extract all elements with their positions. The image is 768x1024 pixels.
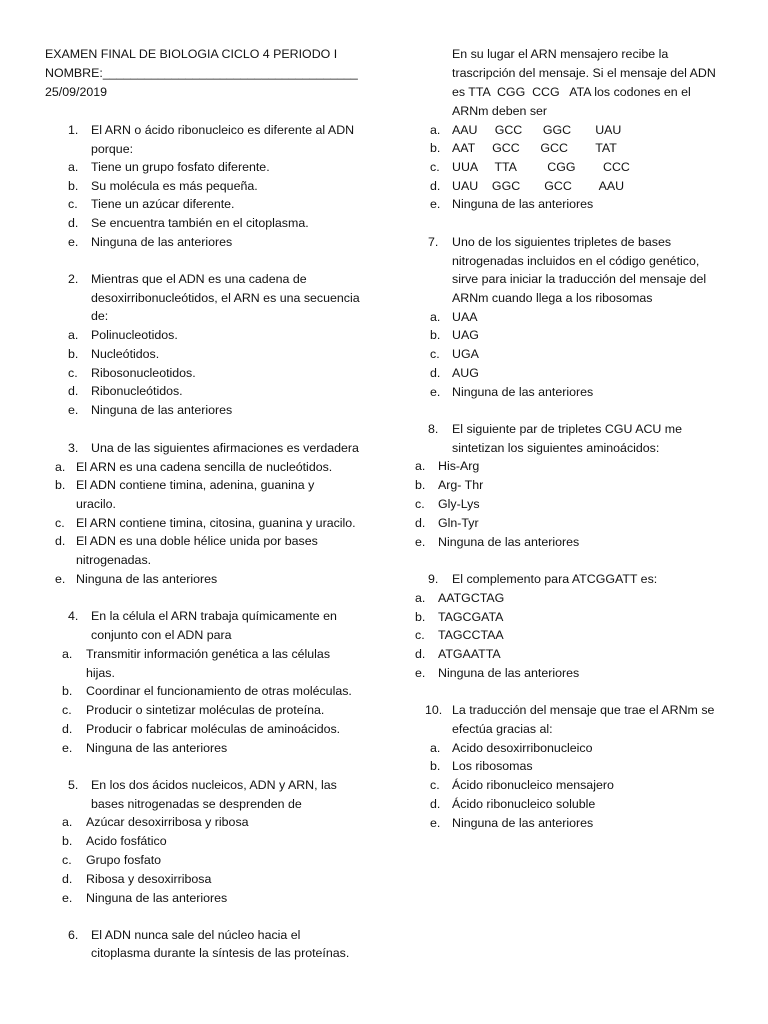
option-letter: d. <box>68 216 79 230</box>
option-letter: b. <box>415 610 426 624</box>
exam-date: 25/09/2019 <box>45 85 108 99</box>
option-letter: c. <box>430 347 440 361</box>
question-stem-line: nitrogenadas incluidos en el código genético, <box>452 253 700 268</box>
option-text: Los ribosomas <box>452 759 533 773</box>
option-text: Su molécula es más pequeña. <box>91 179 258 193</box>
question-number: 7. <box>428 235 439 249</box>
question-stem-line: El siguiente par de tripletes CGU ACU me <box>452 422 683 436</box>
option-text: Ribosonucleotidos. <box>91 366 196 380</box>
option-text: Ninguna de las anteriores <box>91 403 233 417</box>
option-text: Polinucleotidos. <box>91 328 178 342</box>
option-letter: c. <box>68 366 78 380</box>
option-letter: a. <box>62 815 73 829</box>
option-letter: e. <box>430 385 441 399</box>
option-text: UGA <box>452 347 479 361</box>
option-letter: a. <box>68 160 79 174</box>
exam-title: EXAMEN FINAL DE BIOLOGIA CICLO 4 PERIODO I <box>45 47 338 61</box>
question-stem-line: de: <box>91 309 109 324</box>
question-number: 8. <box>428 422 439 436</box>
option-text: TAGCGATA <box>438 610 504 624</box>
option-letter: a. <box>62 647 73 661</box>
question-stem-line: Una de las siguientes afirmaciones es verdadera <box>91 441 359 455</box>
option-letter: e. <box>430 816 441 830</box>
option-text: Ninguna de las anteriores <box>86 741 228 755</box>
option-letter: a. <box>68 328 79 342</box>
option-letter: b. <box>62 834 73 848</box>
option-letter: a. <box>55 460 66 474</box>
option-text: Ninguna de las anteriores <box>452 197 594 211</box>
option-text: Acido desoxirribonucleico <box>452 741 593 755</box>
option-text: hijas. <box>86 665 115 680</box>
option-text: Ninguna de las anteriores <box>76 572 218 586</box>
option-letter: d. <box>430 366 441 380</box>
option-letter: e. <box>430 197 441 211</box>
question-stem-line: ARNm deben ser <box>452 104 548 118</box>
option-text: Gly-Lys <box>438 497 480 511</box>
option-text: Ninguna de las anteriores <box>438 666 580 680</box>
option-letter: a. <box>430 741 441 755</box>
option-text: UAA <box>452 310 478 324</box>
question-number: 4. <box>68 609 79 623</box>
option-letter: b. <box>430 141 441 155</box>
option-text: UAG <box>452 328 479 342</box>
question-stem-line: ARNm cuando llega a los ribosomas <box>452 291 653 306</box>
question-stem-line: trascripción del mensaje. Si el mensaje del ADN <box>452 66 716 80</box>
option-letter: b. <box>430 759 441 773</box>
option-text: Se encuentra también en el citoplasma. <box>91 216 309 230</box>
question-stem-line: es TTA CGG CCG ATA los codones en el <box>452 85 691 99</box>
question-number: 9. <box>428 572 439 586</box>
option-text: Nucleótidos. <box>91 347 160 361</box>
option-letter: d. <box>55 534 66 548</box>
question-stem-line: efectúa gracias al: <box>452 721 553 736</box>
option-text: Ácido ribonucleico soluble <box>452 797 596 811</box>
option-text: Grupo fosfato <box>86 853 162 867</box>
option-text: Coordinar el funcionamiento de otras moléculas. <box>86 684 352 698</box>
question-stem-line: sintetizan los siguientes aminoácidos: <box>452 440 660 455</box>
option-text: Ninguna de las anteriores <box>86 891 228 905</box>
option-text: Ribosa y desoxirribosa <box>86 872 212 886</box>
option-letter: c. <box>62 853 72 867</box>
option-letter: d. <box>430 179 441 193</box>
option-text: El ARN contiene timina, citosina, guanina y uracilo. <box>76 516 356 530</box>
option-letter: d. <box>62 722 73 736</box>
question-stem-line: La traducción del mensaje que trae el ARNm se <box>452 703 715 717</box>
option-letter: a. <box>430 310 441 324</box>
option-letter: e. <box>415 666 426 680</box>
option-letter: c. <box>68 197 78 211</box>
option-letter: d. <box>415 647 426 661</box>
option-letter: b. <box>55 478 66 492</box>
option-text: uracilo. <box>76 496 116 511</box>
option-letter: b. <box>62 684 73 698</box>
option-text: Producir o sintetizar moléculas de proteína. <box>86 703 325 717</box>
option-letter: e. <box>62 741 73 755</box>
question-number: 5. <box>68 778 79 792</box>
option-letter: b. <box>68 347 79 361</box>
option-text: Transmitir información genética a las células <box>86 647 331 661</box>
option-letter: d. <box>62 872 73 886</box>
option-text: Ácido ribonucleico mensajero <box>452 778 614 792</box>
option-text: UAU GGC GCC AAU <box>452 179 625 193</box>
option-letter: c. <box>415 628 425 642</box>
option-letter: d. <box>68 384 79 398</box>
option-letter: d. <box>430 797 441 811</box>
option-letter: c. <box>55 516 65 530</box>
option-letter: e. <box>62 891 73 905</box>
question-stem-line: En los dos ácidos nucleicos, ADN y ARN, las <box>91 778 337 792</box>
option-text: AAU GCC GGC UAU <box>452 123 622 137</box>
question-number: 10. <box>425 703 443 717</box>
option-text: Producir o fabricar moléculas de aminoácidos. <box>86 722 341 736</box>
option-letter: c. <box>430 778 440 792</box>
option-letter: a. <box>415 459 426 473</box>
option-text: Ribonucleótidos. <box>91 384 183 398</box>
question-stem-line: El ARN o ácido ribonucleico es diferente al ADN <box>91 123 355 137</box>
option-text: AAT GCC GCC TAT <box>452 141 617 155</box>
option-letter: b. <box>430 328 441 342</box>
option-letter: c. <box>415 497 425 511</box>
option-letter: a. <box>415 591 426 605</box>
question-stem-line: citoplasma durante la síntesis de las proteínas. <box>91 946 350 960</box>
option-text: Ninguna de las anteriores <box>452 385 594 399</box>
option-text: AATGCTAG <box>438 591 505 605</box>
option-letter: e. <box>68 235 79 249</box>
option-letter: b. <box>415 478 426 492</box>
option-text: UUA TTA CGG CCC <box>452 160 630 174</box>
option-letter: e. <box>68 403 79 417</box>
option-text: Azúcar desoxirribosa y ribosa <box>86 815 249 829</box>
question-stem-line: Uno de los siguientes tripletes de bases <box>452 235 672 249</box>
student-name-field: NOMBRE:_____________________________________ <box>45 66 358 80</box>
option-letter: c. <box>430 160 440 174</box>
option-letter: b. <box>68 179 79 193</box>
question-stem-line: desoxirribonucleótidos, el ARN es una secuencia <box>91 290 360 305</box>
option-text: Tiene un grupo fosfato diferente. <box>91 160 270 174</box>
option-text: El ARN es una cadena sencilla de nucleótidos. <box>76 460 333 474</box>
option-text: Arg- Thr <box>438 478 484 492</box>
option-letter: e. <box>415 535 426 549</box>
question-stem-line: En la célula el ARN trabaja químicamente en <box>91 609 337 623</box>
option-text: TAGCCTAA <box>438 628 504 642</box>
question-stem-line: conjunto con el ADN para <box>91 627 232 642</box>
question-number: 1. <box>68 123 79 137</box>
question-stem-line: En su lugar el ARN mensajero recibe la <box>452 47 669 61</box>
option-text: El ADN contiene timina, adenina, guanina y <box>76 478 315 492</box>
option-text: ATGAATTA <box>438 647 501 661</box>
option-text: Acido fosfático <box>86 834 167 848</box>
option-text: His-Arg <box>438 459 480 473</box>
option-letter: c. <box>62 703 72 717</box>
question-stem-line: Mientras que el ADN es una cadena de <box>91 272 307 286</box>
option-text: Tiene un azúcar diferente. <box>91 197 235 211</box>
option-text: El ADN es una doble hélice unida por bases <box>76 534 318 548</box>
question-number: 6. <box>68 928 79 942</box>
question-stem-line: bases nitrogenadas se desprenden de <box>91 796 302 811</box>
option-letter: a. <box>430 123 441 137</box>
option-text: Gln-Tyr <box>438 516 479 530</box>
option-text: Ninguna de las anteriores <box>452 816 594 830</box>
option-text: nitrogenadas. <box>76 552 152 567</box>
option-text: Ninguna de las anteriores <box>438 535 580 549</box>
question-stem-line: sirve para iniciar la traducción del mensaje del <box>452 272 707 287</box>
option-text: AUG <box>452 366 479 380</box>
option-letter: e. <box>55 572 66 586</box>
question-number: 2. <box>68 272 79 286</box>
option-letter: d. <box>415 516 426 530</box>
option-text: Ninguna de las anteriores <box>91 235 233 249</box>
question-stem-line: El ADN nunca sale del núcleo hacia el <box>91 928 301 942</box>
question-stem-line: El complemento para ATCGGATT es: <box>452 572 658 586</box>
question-number: 3. <box>68 441 79 455</box>
question-stem-line: porque: <box>91 141 134 156</box>
